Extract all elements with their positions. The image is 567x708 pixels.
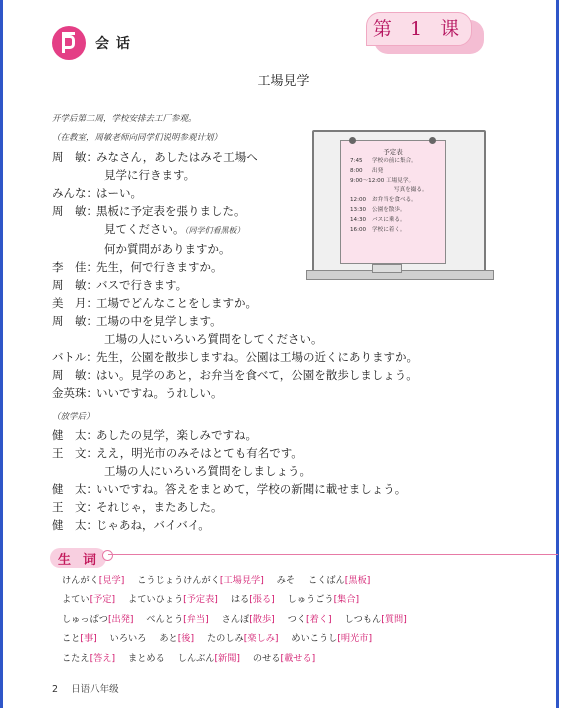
blackboard-illustration	[312, 130, 486, 285]
dialogue-line: 健 太：あしたの見学，楽しみですね。	[52, 428, 257, 442]
dialogue-line: 美 月：工場でどんなことをしますか。	[52, 296, 257, 310]
vocab-item: たのしみ[楽しみ]	[206, 633, 279, 645]
vocabulary-heading-char: 词	[83, 553, 97, 568]
circle-icon	[102, 550, 113, 561]
vocabulary-list	[62, 571, 417, 668]
dialogue-line: 健 太：いいですね。答えをまとめて，学校の新聞に載せましょう。	[52, 482, 407, 496]
vocab-item: しゅっぱつ[出発]	[62, 613, 134, 625]
schedule-row: 8:00 出発	[350, 167, 384, 174]
scene-note: 开学后第二周，学校安排去工厂参观。	[52, 114, 197, 124]
dialogue-line: 工場の人にいろいろ質問をしてください。	[104, 332, 323, 346]
schedule-row: 写真を撮る。	[394, 187, 428, 194]
schedule-row: 12:00 お弁当を食べる。	[350, 197, 417, 204]
vocab-item: べんとう[弁当]	[146, 613, 209, 625]
schedule-row: 13:30 公園を散歩。	[350, 206, 406, 213]
dialogue-line: 金英珠：いいですね。うれしい。	[52, 386, 223, 400]
dialogue-line: 王 文：それじゃ，またあした。	[52, 500, 223, 514]
lesson-number: 第 1 课	[366, 12, 472, 46]
vocab-item: けんがく[見学]	[62, 575, 125, 586]
vocab-item: こうじょうけんがく[工場見学]	[137, 575, 264, 586]
vocab-item: よてい[予定]	[62, 594, 116, 606]
scene-note: （在教室，周敏老师向同学们说明参观计划）	[52, 133, 223, 143]
pin-icon	[349, 137, 356, 144]
page-footer	[52, 681, 129, 695]
dialogue-line: 周 敏：バスで行きます。	[52, 278, 188, 292]
schedule-row: 16:00 学校に着く。	[350, 226, 406, 233]
schedule-list	[350, 157, 428, 235]
page-edge-right	[556, 0, 559, 708]
vocab-item: めいこうし[明光市]	[291, 633, 373, 645]
vocab-row	[62, 571, 417, 590]
dialogue-line: 周 敏：みなさん，あしたはみそ工場へ	[52, 150, 258, 164]
dialogue-line: 工場の人にいろいろ質問をしましょう。	[104, 464, 311, 478]
book-title: 日语八年级	[71, 684, 119, 695]
vocab-row	[62, 590, 417, 609]
vocab-item: よていひょう[予定表]	[128, 594, 218, 606]
vocabulary-divider	[108, 554, 558, 555]
dialogue-line: 健 太：じゃあね，バイバイ。	[52, 518, 210, 532]
dialogue-line: バトル：先生，公園を散歩しますね。公園は工場の近くにありますか。	[52, 350, 418, 364]
schedule-sheet	[340, 140, 446, 264]
schedule-title: 予定表	[383, 148, 403, 156]
page-edge-left	[0, 0, 3, 708]
vocab-item: しんぶん[新聞]	[177, 652, 240, 664]
page-number: 2	[52, 684, 59, 695]
vocab-row	[62, 649, 417, 668]
vocab-item: はる[張る]	[230, 594, 275, 606]
vocab-item: しゅうごう[集合]	[287, 594, 360, 606]
vocabulary-heading-char: 生	[58, 553, 72, 568]
vocab-item: さんぽ[散歩]	[221, 613, 275, 625]
vocab-item: のせる[載せる]	[252, 652, 316, 664]
scene-note: （放学后）	[52, 412, 95, 422]
dialogue-line: 周 敏：工場の中を見学します。	[52, 314, 222, 328]
vocab-item: いろいろ	[109, 633, 147, 645]
conversation-logo-icon	[52, 26, 86, 60]
dialogue-line: 見てください。（同学们看黑板）	[104, 222, 245, 236]
dialogue-part-2	[52, 426, 406, 534]
dialogue-line: 見学に行きます。	[104, 168, 196, 182]
pin-icon	[429, 137, 436, 144]
section-label: 会 话	[95, 36, 131, 52]
vocab-item: こと[事]	[62, 633, 97, 645]
dialogue-line: 王 文：ええ，明光市のみそはとても有名です。	[52, 446, 303, 460]
vocab-item: あと[後]	[159, 633, 195, 645]
page-title: 工場見学	[257, 74, 310, 89]
vocab-item: まとめる	[128, 652, 165, 664]
vocab-item: こたえ[答え]	[62, 652, 116, 664]
vocab-item: みそ	[276, 575, 296, 586]
dialogue-line: みんな：はーい。	[52, 186, 142, 200]
dialogue-line: 李 佳：先生，何で行きますか。	[52, 260, 223, 274]
vocab-item: こくばん[黒板]	[308, 575, 371, 586]
dialogue-line: 周 敏：はい。見学のあと，お弁当を食べて，公園を散歩しましょう。	[52, 368, 418, 382]
schedule-row: 9:00〜12:00 工場見学。	[350, 177, 415, 184]
schedule-row: 7:45 学校の前に集合。	[350, 158, 417, 164]
vocab-row	[62, 610, 417, 629]
schedule-row: 14:30 バスに乗る。	[350, 216, 406, 223]
vocab-item: つく[着く]	[287, 613, 332, 625]
lesson-tab	[366, 12, 484, 50]
dialogue-line: 周 敏：黒板に予定表を張りました。	[52, 204, 246, 218]
vocab-row	[62, 629, 417, 648]
dialogue-line: 何か質問がありますか。	[104, 242, 231, 256]
eraser-icon	[372, 264, 402, 273]
vocab-item: しつもん[質問]	[344, 613, 407, 625]
